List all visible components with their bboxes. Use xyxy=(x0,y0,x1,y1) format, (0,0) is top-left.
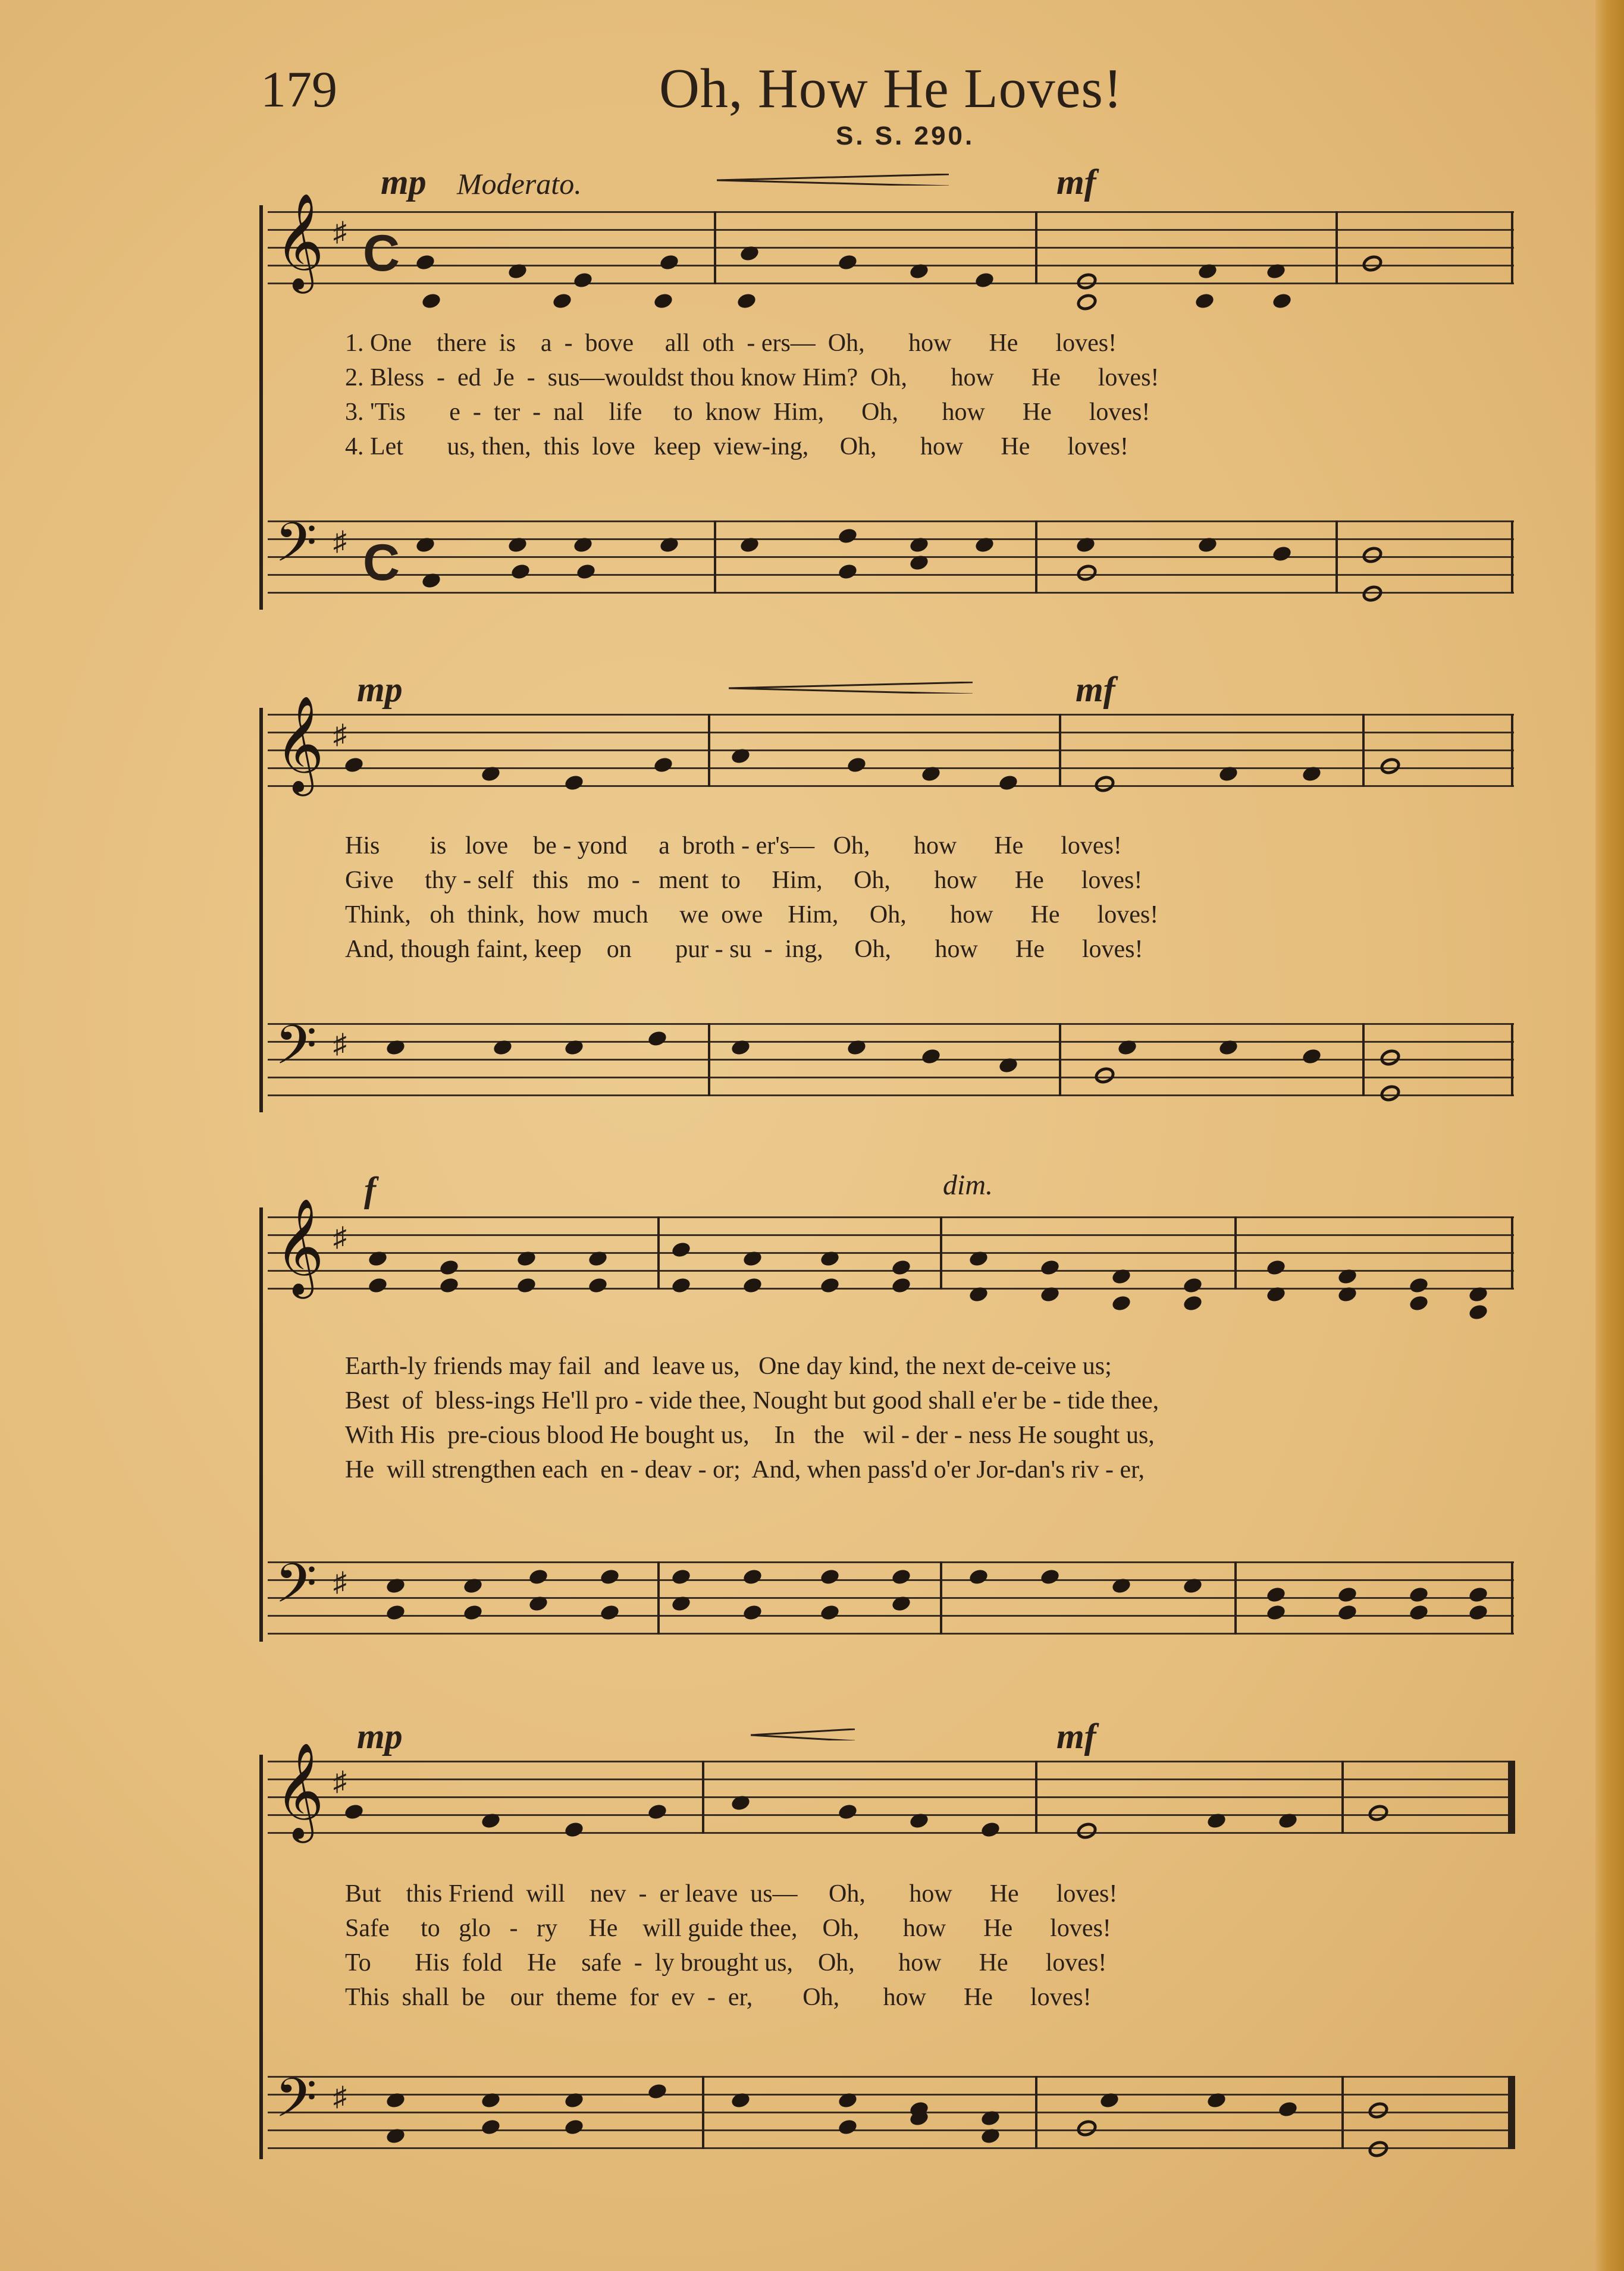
note xyxy=(891,1568,912,1586)
page-edge xyxy=(1595,0,1624,2271)
treble-staff-1 xyxy=(268,196,1514,288)
half-note xyxy=(1366,2138,1391,2160)
lyric-line: Safe to glo - ry He will guide thee, Oh, how He loves! xyxy=(345,1915,1111,1942)
lyric-line: Think, oh think, how much we owe Him, Oh, how He loves! xyxy=(345,901,1159,929)
note xyxy=(343,756,365,774)
note xyxy=(480,2118,501,2137)
lyrics-block-4 xyxy=(345,1877,1463,2015)
note xyxy=(1265,1586,1287,1604)
lyrics-block-2 xyxy=(345,829,1463,967)
barline xyxy=(940,1561,942,1635)
note xyxy=(438,1259,460,1277)
barline xyxy=(1511,1561,1513,1635)
note xyxy=(1182,1294,1203,1313)
note xyxy=(1182,1276,1203,1295)
common-time-icon: C xyxy=(363,225,400,282)
note xyxy=(599,1604,620,1622)
note xyxy=(438,1276,460,1295)
barline xyxy=(1341,2076,1344,2149)
note xyxy=(670,1568,692,1586)
half-note xyxy=(1075,1820,1099,1842)
barline xyxy=(1511,211,1513,284)
barline xyxy=(708,714,710,787)
note xyxy=(974,271,995,290)
note xyxy=(653,756,674,774)
barline xyxy=(1035,2076,1037,2149)
key-signature-sharp-icon: ♯ xyxy=(333,1766,347,1796)
lyric-line: But this Friend will nev - er leave us— Oh, how He loves! xyxy=(345,1880,1118,1908)
barline xyxy=(1035,1761,1037,1834)
lyric-line: To His fold He safe - ly brought us, Oh, how He loves! xyxy=(345,1949,1107,1977)
barline xyxy=(1511,520,1513,594)
lyric-line: 4. Let us, then, this love keep view-ing, Oh, how He loves! xyxy=(345,433,1128,460)
barline xyxy=(940,1216,942,1290)
note xyxy=(819,1604,841,1622)
barline xyxy=(1035,520,1037,594)
key-signature-sharp-icon: ♯ xyxy=(333,1028,347,1059)
note xyxy=(587,1276,609,1295)
half-note xyxy=(1093,1065,1117,1086)
lyrics-block-3 xyxy=(345,1349,1463,1487)
crescendo-hairpin-2 xyxy=(729,682,973,694)
half-note xyxy=(1378,1047,1403,1068)
barline xyxy=(1362,1023,1365,1096)
barline xyxy=(1059,714,1061,787)
half-note xyxy=(1075,291,1099,313)
system-bracket-1 xyxy=(259,205,263,610)
note xyxy=(837,253,858,272)
note xyxy=(551,292,573,310)
barline xyxy=(1059,1023,1061,1096)
common-time-icon: C xyxy=(363,534,400,591)
barline xyxy=(714,211,716,284)
lyric-line: Give thy - self this mo - ment to Him, Oh, how He loves! xyxy=(345,867,1143,894)
key-signature-sharp-icon: ♯ xyxy=(333,2081,347,2112)
half-note xyxy=(1075,562,1099,584)
note xyxy=(1337,1586,1358,1604)
lyric-line: 2. Bless - ed Je - sus—wouldst thou know Him? Oh, how He loves! xyxy=(345,364,1159,391)
note xyxy=(563,2118,585,2137)
note xyxy=(1301,1047,1322,1066)
note xyxy=(819,1568,841,1586)
lyric-line: 1. One there is a - bove all oth - ers— Oh, how He loves! xyxy=(345,330,1117,357)
barline xyxy=(714,520,716,594)
note xyxy=(980,1821,1001,1839)
dynamic-mf-1: mf xyxy=(1056,162,1096,202)
lyric-line: Best of bless-ings He'll pro - vide thee, Nought but good shall e'er be - tide thee, xyxy=(345,1387,1159,1414)
barline xyxy=(1234,1561,1237,1635)
bass-staff-1 xyxy=(268,513,1514,595)
half-note xyxy=(1360,253,1385,274)
note xyxy=(1468,1303,1489,1322)
note xyxy=(647,1803,668,1821)
note xyxy=(1111,1294,1132,1313)
treble-staff-4 xyxy=(268,1745,1514,1837)
barline xyxy=(1511,1216,1513,1290)
treble-staff-2 xyxy=(268,698,1514,791)
hymn-title: Oh, How He Loves! xyxy=(659,58,1123,120)
bass-clef-icon: 𝄢 xyxy=(275,513,317,586)
dynamic-dim: dim. xyxy=(943,1169,993,1201)
key-signature-sharp-icon: ♯ xyxy=(333,1222,347,1252)
note xyxy=(647,1030,668,1048)
note xyxy=(528,1568,549,1586)
note xyxy=(846,756,867,774)
dynamic-mf-3: mf xyxy=(1056,1717,1096,1756)
barline xyxy=(702,1761,704,1834)
note xyxy=(575,563,597,581)
note xyxy=(1337,1604,1358,1622)
note xyxy=(516,1276,537,1295)
tempo-marking: Moderato. xyxy=(457,167,582,200)
note xyxy=(653,292,674,310)
note xyxy=(891,1276,912,1295)
note xyxy=(599,1568,620,1586)
note xyxy=(1271,292,1293,310)
note xyxy=(415,253,436,272)
note xyxy=(510,563,531,581)
barline xyxy=(1234,1216,1237,1290)
dynamic-mp-3: mp xyxy=(357,1717,403,1756)
half-note xyxy=(1093,773,1117,795)
note xyxy=(891,1259,912,1277)
hymn-number: 179 xyxy=(261,61,337,118)
barline xyxy=(702,2076,704,2149)
barline xyxy=(1511,1023,1513,1096)
treble-clef-icon: 𝄞 xyxy=(275,698,324,791)
half-note xyxy=(1378,755,1403,777)
note xyxy=(1408,1294,1429,1313)
note xyxy=(647,2082,668,2101)
key-signature-sharp-icon: ♯ xyxy=(333,526,347,556)
lyric-line: With His pre-cious blood He bought us, In the wil - der - ness He sought us, xyxy=(345,1422,1155,1449)
final-barline xyxy=(1508,2076,1515,2149)
note xyxy=(819,1276,841,1295)
bass-clef-icon: 𝄢 xyxy=(275,1554,317,1627)
barline xyxy=(1035,211,1037,284)
lyric-line: And, though faint, keep on pur - su - ing, Oh, how He loves! xyxy=(345,936,1143,963)
note xyxy=(462,1604,484,1622)
note xyxy=(736,292,757,310)
bass-staff-3 xyxy=(268,1554,1514,1636)
system-bracket-2 xyxy=(259,708,263,1112)
note xyxy=(1408,1604,1429,1622)
barline xyxy=(1335,211,1338,284)
note xyxy=(742,1604,763,1622)
dynamic-mp-2: mp xyxy=(357,670,403,709)
note xyxy=(367,1276,388,1295)
note xyxy=(670,1276,692,1295)
crescendo-hairpin-1 xyxy=(717,174,949,186)
treble-clef-icon: 𝄞 xyxy=(275,1201,324,1293)
note xyxy=(1039,1568,1061,1586)
note xyxy=(1039,1259,1061,1277)
system-bracket-3 xyxy=(259,1207,263,1642)
bass-staff-4 xyxy=(268,2069,1514,2151)
dynamic-f: f xyxy=(364,1170,376,1209)
half-note xyxy=(1075,2118,1099,2139)
note xyxy=(343,1803,365,1821)
note xyxy=(1271,545,1293,563)
dynamic-mp-1: mp xyxy=(381,162,427,202)
bass-clef-icon: 𝄢 xyxy=(275,1016,317,1089)
half-note xyxy=(1360,583,1385,604)
note xyxy=(563,1821,585,1839)
dynamic-mf-2: mf xyxy=(1076,670,1115,709)
final-barline xyxy=(1508,1761,1515,1834)
system-bracket-4 xyxy=(259,1755,263,2159)
lyrics-block-1 xyxy=(345,326,1463,464)
note xyxy=(998,774,1019,792)
note xyxy=(837,1803,858,1821)
half-note xyxy=(1360,544,1385,566)
barline xyxy=(657,1561,660,1635)
half-note xyxy=(1366,2100,1391,2121)
note xyxy=(1277,2100,1299,2119)
note xyxy=(659,253,680,272)
note xyxy=(837,563,858,581)
note xyxy=(837,2118,858,2137)
treble-staff-3 xyxy=(268,1201,1514,1293)
lyric-line: This shall be our theme for ev - er, Oh, how He loves! xyxy=(345,1984,1092,2011)
half-note xyxy=(1378,1083,1403,1104)
treble-clef-icon: 𝄞 xyxy=(275,1745,324,1837)
bass-staff-2 xyxy=(268,1016,1514,1098)
note xyxy=(421,292,442,310)
lyric-line: His is love be - yond a broth - er's— Oh, how He loves! xyxy=(345,832,1122,860)
note xyxy=(385,1604,406,1622)
barline xyxy=(708,1023,710,1096)
key-signature-sharp-icon: ♯ xyxy=(333,719,347,749)
treble-clef-icon: 𝄞 xyxy=(275,196,324,288)
barline xyxy=(1362,714,1365,787)
note xyxy=(742,1568,763,1586)
note xyxy=(1468,1586,1489,1604)
note xyxy=(1265,1604,1287,1622)
barline xyxy=(1335,520,1338,594)
note xyxy=(670,1241,692,1259)
note xyxy=(1408,1276,1429,1295)
barline xyxy=(1341,1761,1344,1834)
lyric-line: 3. 'Tis e - ter - nal life to know Him, Oh, how He loves! xyxy=(345,399,1150,426)
bass-clef-icon: 𝄢 xyxy=(275,2069,317,2141)
note xyxy=(1408,1586,1429,1604)
crescendo-hairpin-3 xyxy=(751,1729,855,1740)
note xyxy=(1194,292,1215,310)
note xyxy=(837,527,858,545)
key-signature-sharp-icon: ♯ xyxy=(333,1567,347,1597)
note xyxy=(1265,1259,1287,1277)
note xyxy=(572,271,594,290)
note xyxy=(920,1047,942,1066)
note xyxy=(968,1568,989,1586)
half-note xyxy=(1075,271,1099,292)
key-signature-sharp-icon: ♯ xyxy=(333,217,347,247)
note xyxy=(563,774,585,792)
barline xyxy=(657,1216,660,1290)
tune-reference: S. S. 290. xyxy=(836,121,975,150)
note xyxy=(1468,1604,1489,1622)
note xyxy=(742,1276,763,1295)
lyric-line: Earth-ly friends may fail and leave us, One day kind, the next de-ceive us; xyxy=(345,1353,1112,1380)
barline xyxy=(1511,714,1513,787)
half-note xyxy=(1366,1802,1391,1824)
lyric-line: He will strengthen each en - deav - or; And, when pass'd o'er Jor-dan's riv - er, xyxy=(345,1456,1145,1483)
